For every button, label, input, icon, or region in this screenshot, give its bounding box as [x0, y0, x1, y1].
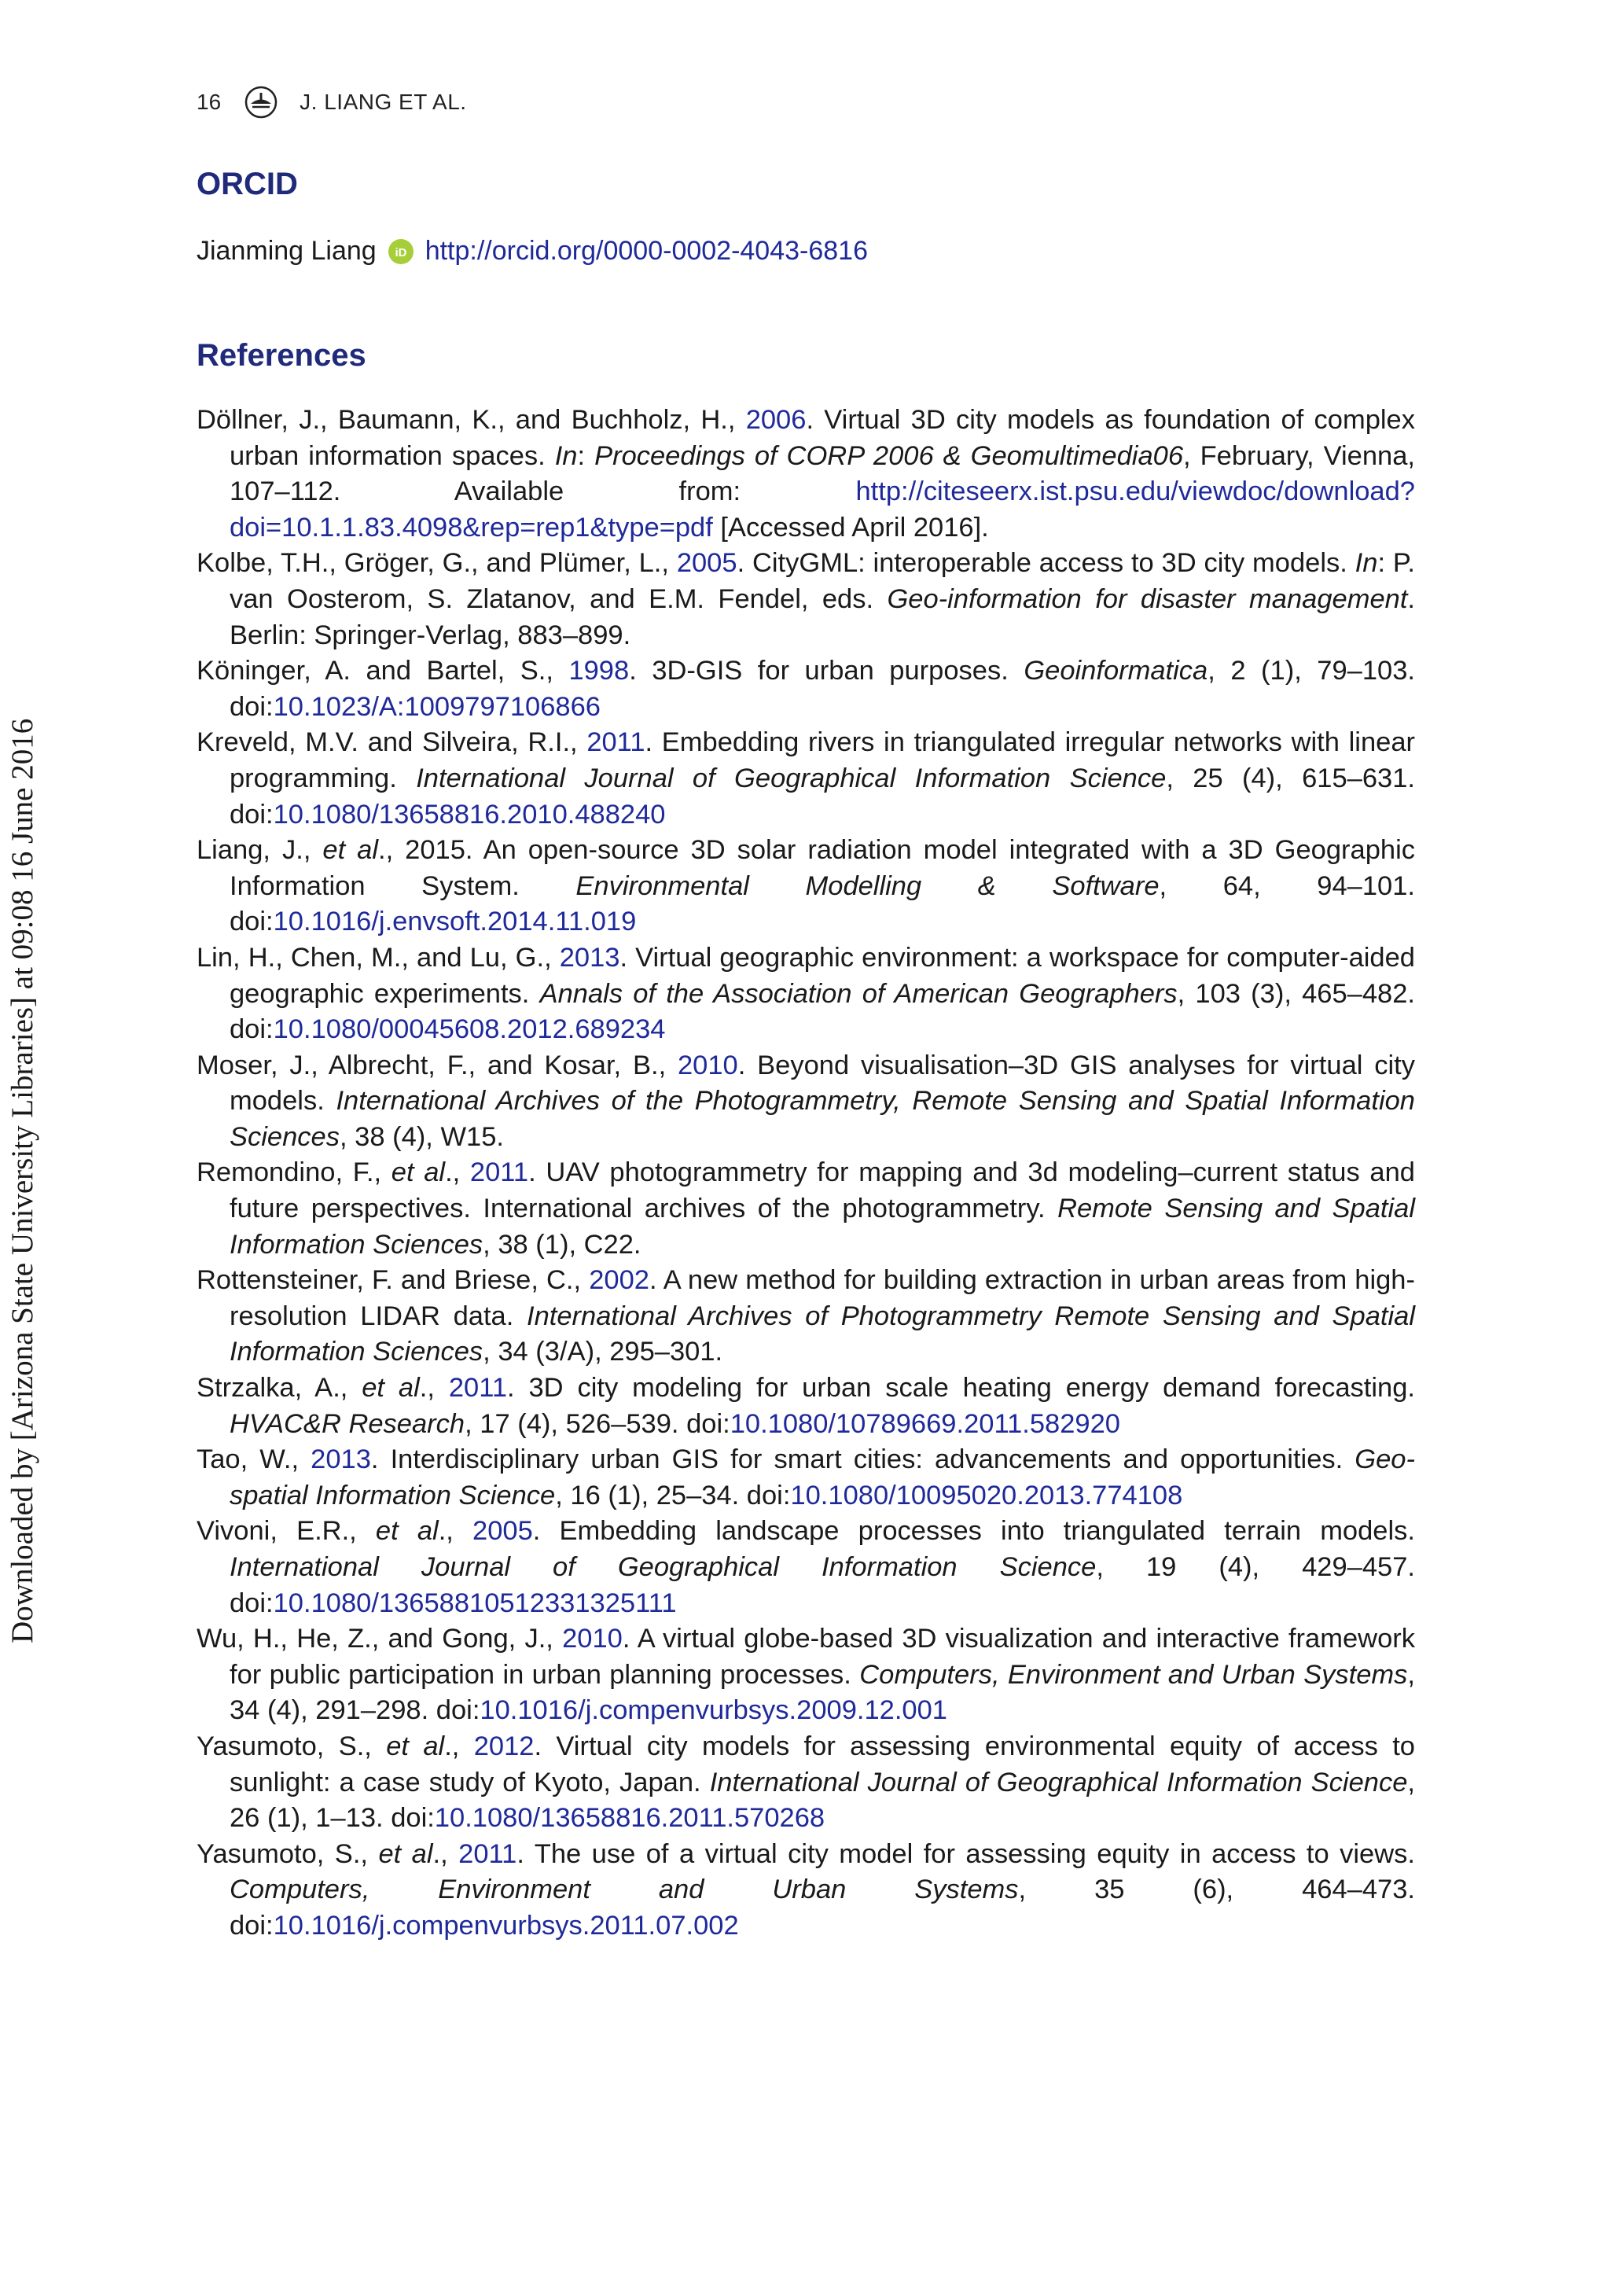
reference-item — [197, 1263, 1415, 1371]
reference-item — [197, 725, 1415, 833]
reference-item — [197, 546, 1415, 653]
reference-details: , February, Vienna, 107–112. Available from: — [230, 440, 1416, 507]
reference-source: Geoinformatica — [1024, 656, 1208, 686]
reference-year-link[interactable]: 2011 — [448, 1373, 508, 1404]
reference-details: , 64, 94–101. doi: — [230, 870, 1415, 937]
reference-et-al: et al — [386, 1731, 445, 1761]
reference-doi-link[interactable]: 10.1080/13658810512331325111 — [273, 1588, 677, 1618]
reference-year-link[interactable]: 2010 — [677, 1050, 738, 1080]
reference-source: Environmental Modelling & Software — [575, 870, 1160, 901]
reference-authors: Liang, J., — [197, 835, 323, 866]
reference-in: In — [1355, 548, 1378, 579]
reference-year-link[interactable]: 2005 — [472, 1516, 533, 1547]
reference-source: Computers, Environment and Urban Systems — [859, 1659, 1408, 1690]
reference-item — [197, 833, 1415, 940]
reference-doi-link[interactable]: 10.1016/j.compenvurbsys.2011.07.002 — [273, 1910, 739, 1941]
reference-text: ., — [444, 1731, 474, 1761]
reference-title: . A virtual globe-based 3D visualization and interactive framework for public participation in urban planning processes. — [230, 1624, 1415, 1690]
reference-authors: Lin, H., Chen, M., and Lu, G., — [197, 942, 560, 973]
orcid-link[interactable]: http://orcid.org/0000-0002-4043-6816 — [425, 236, 868, 266]
reference-authors: Strzalka, A., — [197, 1373, 362, 1404]
reference-title: . CityGML: interoperable access to 3D city models. — [737, 548, 1355, 579]
reference-doi-link[interactable]: 10.1080/10789669.2011.582920 — [730, 1408, 1120, 1439]
reference-authors: Yasumoto, S., — [197, 1731, 387, 1761]
reference-item — [197, 1837, 1415, 1945]
reference-title: . 3D city modeling for urban scale heating energy demand forecasting. — [507, 1373, 1415, 1404]
reference-source: International Journal of Geographical Information Science — [416, 763, 1167, 793]
reference-year-link[interactable]: 2002 — [589, 1265, 649, 1296]
reference-title: . 3D-GIS for urban purposes. — [629, 656, 1024, 686]
reference-source: International Journal of Geographical Information Science — [709, 1767, 1408, 1797]
reference-et-al: et al — [322, 835, 378, 866]
reference-text: ., 2015. An open-source 3D solar radiation model integrated with a 3D Geographic Information System. — [230, 835, 1415, 901]
reference-details: . Berlin: Springer-Verlag, 883–899. — [230, 583, 1415, 650]
reference-year-link[interactable]: 2005 — [676, 548, 737, 579]
reference-text: ., — [419, 1373, 449, 1404]
reference-year-link[interactable]: 2011 — [458, 1838, 517, 1869]
reference-authors: Yasumoto, S., — [197, 1838, 379, 1869]
reference-doi-link[interactable]: 10.1080/13658816.2011.570268 — [434, 1803, 825, 1834]
reference-source: Annals of the Association of American Geographers — [539, 978, 1178, 1009]
reference-title: . A new method for building extraction in urban areas from high-resolution LIDAR data. — [230, 1265, 1415, 1331]
reference-text: : P. van Oosterom, S. Zlatanov, and E.M. Fendel, eds. — [230, 548, 1415, 614]
reference-item — [197, 1048, 1415, 1156]
running-title: J. LIANG ET AL. — [300, 90, 467, 114]
reference-title: . Interdisciplinary urban GIS for smart cities: advancements and opportunities. — [370, 1444, 1355, 1475]
references-heading: References — [197, 338, 366, 373]
running-header — [197, 86, 467, 118]
reference-year-link[interactable]: 2010 — [562, 1624, 623, 1654]
reference-text: ., — [445, 1157, 470, 1188]
reference-authors: Remondino, F., — [197, 1157, 391, 1188]
reference-source: International Archives of the Photogrammetry, Remote Sensing and Spatial Information Sciences — [230, 1086, 1415, 1152]
reference-details: , 25 (4), 615–631. doi: — [230, 763, 1415, 830]
reference-doi-link[interactable]: 10.1080/10095020.2013.774108 — [790, 1480, 1183, 1510]
reference-et-al: et al — [378, 1838, 433, 1869]
reference-details: , 16 (1), 25–34. doi: — [555, 1480, 791, 1510]
reference-year-link[interactable]: 2013 — [311, 1444, 371, 1475]
reference-authors: Moser, J., Albrecht, F., and Kosar, B., — [197, 1050, 678, 1080]
reference-authors: Kreveld, M.V. and Silveira, R.I., — [197, 727, 587, 758]
reference-title: . Virtual geographic environment: a workspace for computer-aided geographic experiments. — [230, 942, 1415, 1009]
reference-source: Geo-information for disaster management — [887, 583, 1408, 614]
reference-details: , 17 (4), 526–539. doi: — [465, 1408, 730, 1439]
page-number: 16 — [197, 90, 222, 114]
reference-item — [197, 1371, 1415, 1442]
svg-text:iD: iD — [395, 245, 407, 259]
reference-year-link[interactable]: 2013 — [559, 942, 620, 973]
reference-details: , 34 (3/A), 295–301. — [483, 1337, 723, 1367]
reference-details: , 2 (1), 79–103. doi: — [230, 656, 1415, 722]
reference-details: , 38 (4), W15. — [340, 1121, 504, 1152]
reference-in: In — [554, 440, 578, 471]
reference-doi-link[interactable]: 10.1080/13658816.2010.488240 — [273, 799, 666, 830]
reference-item — [197, 940, 1415, 1048]
reference-authors: Vivoni, E.R., — [197, 1516, 376, 1547]
reference-et-al: et al — [375, 1516, 439, 1547]
reference-details: , 34 (4), 291–298. doi: — [230, 1659, 1415, 1726]
publisher-logo-icon — [244, 86, 278, 119]
reference-source: International Journal of Geographical Information Science — [230, 1552, 1097, 1582]
orcid-heading: ORCID — [197, 167, 298, 201]
reference-year-link[interactable]: 2006 — [745, 405, 807, 435]
reference-text: ., — [438, 1516, 473, 1547]
reference-text: : — [577, 440, 595, 471]
reference-authors: Rottensteiner, F. and Briese, C., — [197, 1265, 590, 1296]
reference-source: Remote Sensing and Spatial Information Sciences — [230, 1194, 1415, 1260]
reference-title: . Virtual city models for assessing environmental equity of access to sunlight: a case study of Kyoto, Japan. — [230, 1731, 1415, 1797]
reference-item — [197, 1621, 1415, 1729]
reference-year-link[interactable]: 2012 — [473, 1731, 535, 1761]
reference-item — [197, 1442, 1415, 1514]
reference-source: Geo-spatial Information Science — [230, 1444, 1415, 1510]
orcid-id-icon — [388, 238, 414, 265]
reference-details: , 35 (6), 464–473. doi: — [230, 1875, 1415, 1941]
reference-accessed: [Accessed April 2016]. — [712, 512, 989, 543]
reference-year-link[interactable]: 1998 — [568, 656, 630, 686]
reference-details: , 19 (4), 429–457. doi: — [230, 1552, 1415, 1618]
reference-source: International Archives of Photogrammetry Remote Sensing and Spatial Information Sciences — [230, 1301, 1415, 1367]
reference-doi-link[interactable]: 10.1080/00045608.2012.689234 — [273, 1014, 666, 1045]
reference-year-link[interactable]: 2011 — [586, 727, 645, 758]
reference-title: . The use of a virtual city model for assessing equity in access to views. — [516, 1838, 1415, 1869]
reference-list — [197, 403, 1415, 1945]
reference-item — [197, 1729, 1415, 1837]
reference-authors: Wu, H., He, Z., and Gong, J., — [197, 1624, 563, 1654]
reference-authors: Döllner, J., Baumann, K., and Buchholz, H., — [197, 405, 746, 435]
reference-year-link[interactable]: 2011 — [469, 1157, 529, 1188]
reference-item — [197, 653, 1415, 725]
reference-doi-link[interactable]: 10.1023/A:1009797106866 — [273, 691, 601, 722]
reference-doi-link[interactable]: 10.1016/j.envsoft.2014.11.019 — [273, 907, 637, 937]
orcid-author-name: Jianming Liang — [197, 236, 377, 266]
reference-authors: Kolbe, T.H., Gröger, G., and Plümer, L., — [197, 548, 677, 579]
reference-title: . Embedding landscape processes into triangulated terrain models. — [532, 1516, 1415, 1547]
reference-item — [197, 1155, 1415, 1263]
reference-details: , 38 (1), C22. — [483, 1229, 641, 1260]
reference-source: Proceedings of CORP 2006 & Geomultimedia06 — [594, 440, 1184, 471]
reference-source: HVAC&R Research — [230, 1408, 465, 1439]
reference-title: . Beyond visualisation–3D GIS analyses for virtual city models. — [230, 1050, 1415, 1117]
reference-item — [197, 1514, 1415, 1621]
reference-text: ., — [432, 1838, 459, 1869]
reference-title: . Virtual 3D city models as foundation of complex urban information spaces. — [230, 405, 1415, 471]
reference-doi-link[interactable]: 10.1016/j.compenvurbsys.2009.12.001 — [480, 1695, 947, 1726]
download-stamp: Downloaded by [Arizona State University Libraries] at 09:08 16 June 2016 — [6, 718, 39, 1643]
reference-title: . UAV photogrammetry for mapping and 3d modeling–current status and future perspectives. International archives of the photogrammetry. — [230, 1157, 1415, 1224]
reference-item — [197, 403, 1415, 546]
reference-details: , 26 (1), 1–13. doi: — [230, 1767, 1416, 1834]
reference-authors: Köninger, A. and Bartel, S., — [197, 656, 569, 686]
reference-title: . Embedding rivers in triangulated irregular networks with linear programming. — [230, 727, 1415, 793]
reference-details: , 103 (3), 465–482. doi: — [230, 978, 1415, 1045]
reference-et-al: et al — [362, 1373, 420, 1404]
reference-et-al: et al — [391, 1157, 446, 1188]
reference-url-link[interactable]: http://citeseerx.ist.psu.edu/viewdoc/download?doi=10.1.1.83.4098&rep=rep1&type=pdf — [230, 476, 1415, 543]
orcid-entry — [197, 236, 868, 267]
reference-authors: Tao, W., — [197, 1444, 311, 1475]
reference-source: Computers, Environment and Urban Systems — [230, 1875, 1019, 1905]
